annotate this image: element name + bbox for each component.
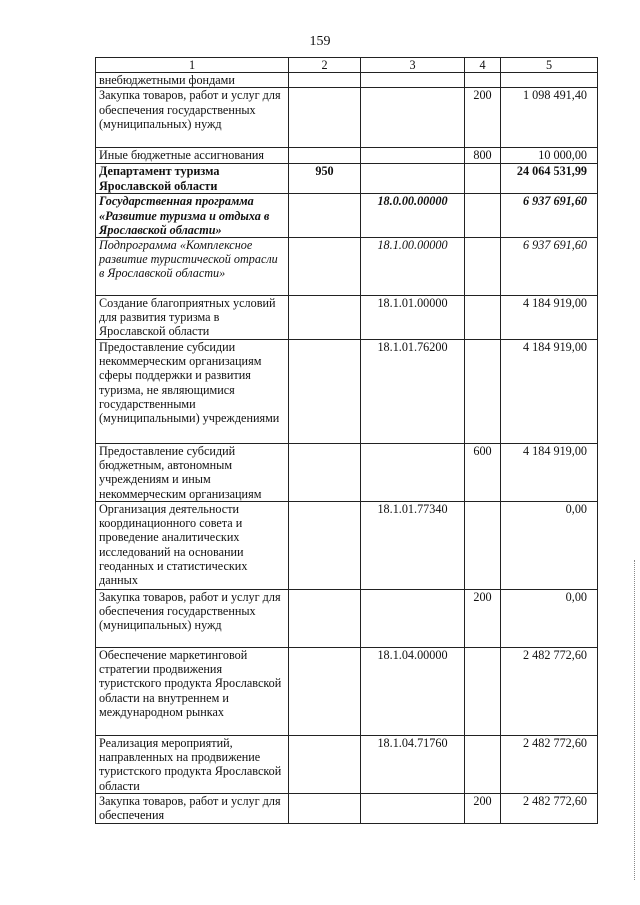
row-chapter-cell [289,444,361,502]
header-row [96,58,598,73]
row-chapter-cell [289,296,361,340]
header-col-1: 1 [96,58,289,73]
row-amount-cell: 0,00 [501,502,598,590]
row-chapter-cell [289,340,361,444]
row-type-cell [465,73,501,88]
row-type-cell: 800 [465,148,501,164]
row-amount-cell: 10 000,00 [501,148,598,164]
row-type-cell [465,238,501,296]
row-code-cell: 18.1.01.77340 [361,502,465,590]
row-amount-cell: 1 098 491,40 [501,88,598,148]
row-type-cell [465,296,501,340]
table-row [96,73,598,88]
row-amount-cell: 0,00 [501,590,598,648]
table-row [96,502,598,590]
row-name-cell: Государственная программа «Развитие туризма и отдыха в Ярославской области» [96,194,289,238]
table-row [96,736,598,794]
header-col-4: 4 [465,58,501,73]
row-code-cell: 18.0.00.00000 [361,194,465,238]
row-code-cell [361,88,465,148]
row-type-cell: 600 [465,444,501,502]
row-amount-cell: 2 482 772,60 [501,794,598,824]
row-amount-cell: 6 937 691,60 [501,238,598,296]
row-name-cell: Реализация мероприятий, направленных на продвижение туристского продукта Ярославской области [96,736,289,794]
row-amount-cell: 6 937 691,60 [501,194,598,238]
table-row [96,296,598,340]
row-name-cell: Предоставление субсидии некоммерческим организациям сферы поддержки и развития туризма, не являющимися государственными (муниципальными) учреждениями [96,340,289,444]
row-chapter-cell [289,590,361,648]
row-amount-cell: 2 482 772,60 [501,648,598,736]
row-chapter-cell [289,794,361,824]
row-chapter-cell [289,88,361,148]
row-code-cell: 18.1.01.00000 [361,296,465,340]
row-type-cell [465,502,501,590]
row-chapter-cell [289,502,361,590]
row-name-cell: Создание благоприятных условий для развития туризма в Ярославской области [96,296,289,340]
row-type-cell: 200 [465,590,501,648]
table-row [96,164,598,194]
row-type-cell [465,648,501,736]
row-name-cell: Закупка товаров, работ и услуг для обеспечения государственных (муниципальных) нужд [96,88,289,148]
header-col-3: 3 [361,58,465,73]
table-row [96,194,598,238]
row-name-cell: Предоставление субсидий бюджетным, автономным учреждениям и иным некоммерческим организациям [96,444,289,502]
row-amount-cell: 4 184 919,00 [501,296,598,340]
row-code-cell: 18.1.01.76200 [361,340,465,444]
margin-mark [634,560,638,880]
row-type-cell [465,164,501,194]
table-body [96,73,598,824]
row-chapter-cell [289,194,361,238]
row-chapter-cell [289,736,361,794]
row-chapter-cell [289,148,361,164]
row-amount-cell: 4 184 919,00 [501,340,598,444]
row-name-cell: Закупка товаров, работ и услуг для обеспечения [96,794,289,824]
row-chapter-cell [289,238,361,296]
row-name-cell: внебюджетными фондами [96,73,289,88]
row-code-cell: 18.1.00.00000 [361,238,465,296]
table-row [96,648,598,736]
table-row [96,794,598,824]
table-row [96,148,598,164]
table-row [96,88,598,148]
row-name-cell: Закупка товаров, работ и услуг для обеспечения государственных (муниципальных) нужд [96,590,289,648]
table-row [96,444,598,502]
row-chapter-cell [289,648,361,736]
row-type-cell: 200 [465,88,501,148]
row-type-cell [465,194,501,238]
row-name-cell: Департамент туризма Ярославской области [96,164,289,194]
row-code-cell [361,444,465,502]
table-row [96,238,598,296]
row-code-cell [361,73,465,88]
row-chapter-cell [289,73,361,88]
table-row [96,590,598,648]
row-chapter-cell: 950 [289,164,361,194]
header-col-2: 2 [289,58,361,73]
row-code-cell [361,164,465,194]
row-name-cell: Иные бюджетные ассигнования [96,148,289,164]
row-name-cell: Обеспечение маркетинговой стратегии продвижения туристского продукта Ярославской области на внутреннем и международном рынках [96,648,289,736]
row-code-cell: 18.1.04.71760 [361,736,465,794]
row-amount-cell: 4 184 919,00 [501,444,598,502]
row-code-cell: 18.1.04.00000 [361,648,465,736]
row-type-cell [465,340,501,444]
table-row [96,340,598,444]
row-name-cell: Подпрограмма «Комплексное развитие туристической отрасли в Ярославской области» [96,238,289,296]
row-code-cell [361,794,465,824]
row-code-cell [361,148,465,164]
row-name-cell: Организация деятельности координационного совета и проведение аналитических исследований на основании геоданных и статистических данных [96,502,289,590]
row-amount-cell [501,73,598,88]
row-type-cell: 200 [465,794,501,824]
row-amount-cell: 24 064 531,99 [501,164,598,194]
row-code-cell [361,590,465,648]
page-number: 159 [309,34,331,49]
header-col-5: 5 [501,58,598,73]
row-amount-cell: 2 482 772,60 [501,736,598,794]
budget-table [95,57,598,824]
row-type-cell [465,736,501,794]
